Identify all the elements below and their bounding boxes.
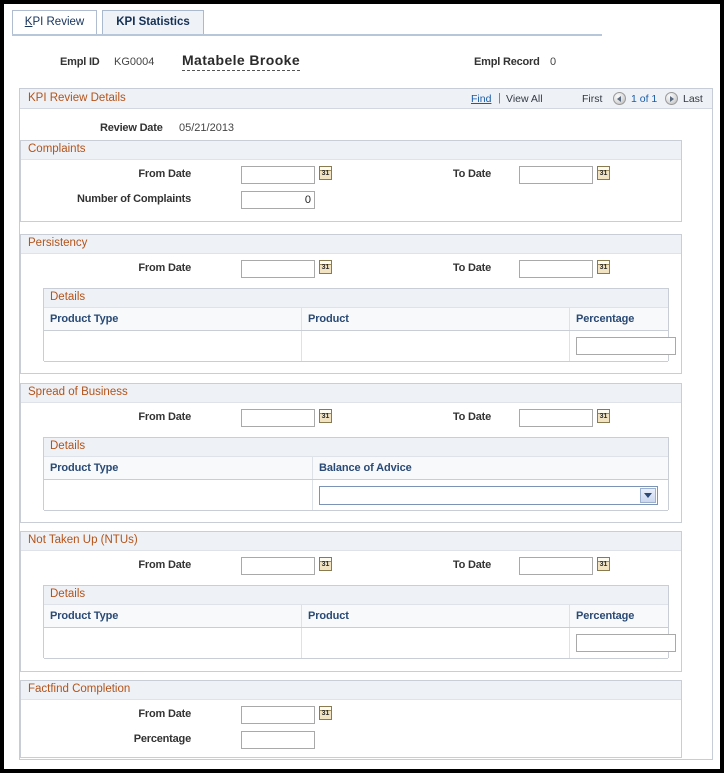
complaints-section <box>20 140 682 222</box>
factfind-from-date-input[interactable] <box>241 706 315 724</box>
ntu-section-title: Not Taken Up (NTUs) <box>28 534 138 546</box>
first-link[interactable]: First <box>582 93 603 105</box>
employee-name: Matabele Brooke <box>182 52 300 71</box>
spread-details-header <box>44 438 668 457</box>
empl-id-label: Empl ID <box>60 56 100 68</box>
tab-kpi-review-label: PI Review <box>32 16 85 28</box>
ntu-percentage-input[interactable] <box>576 634 676 652</box>
number-of-complaints-input[interactable] <box>241 191 315 209</box>
cell-product-type <box>44 331 302 362</box>
empl-record-value: 0 <box>550 56 557 68</box>
col-balance-of-advice: Balance of Advice <box>313 457 669 480</box>
number-of-complaints-label: Number of Complaints <box>77 193 191 205</box>
cell-percentage <box>570 628 669 659</box>
persistency-details-title: Details <box>50 291 86 303</box>
ntu-section <box>20 531 682 672</box>
spread-details-title: Details <box>50 440 86 452</box>
last-link[interactable]: Last <box>683 93 703 105</box>
persistency-section <box>20 234 682 374</box>
persistency-details-grid <box>43 288 669 361</box>
ntu-to-date-label: To Date <box>452 559 491 571</box>
circle-right-arrow-icon[interactable] <box>665 92 678 105</box>
review-date-label: Review Date <box>100 122 163 134</box>
complaints-section-header <box>21 141 681 160</box>
col-product-type: Product Type <box>44 605 302 628</box>
complaints-from-date-input[interactable] <box>241 166 315 184</box>
table-header-row <box>44 605 668 628</box>
view-all-link[interactable]: View All <box>506 93 543 105</box>
chevron-down-icon[interactable] <box>640 488 656 503</box>
ntu-to-date-input[interactable] <box>519 557 593 575</box>
persistency-percentage-input[interactable] <box>576 337 676 355</box>
complaints-to-date-input[interactable] <box>519 166 593 184</box>
table-header-row <box>44 308 668 331</box>
col-percentage: Percentage <box>570 308 669 331</box>
spread-of-business-section <box>20 383 682 523</box>
cell-percentage <box>570 331 669 362</box>
spread-from-date-input[interactable] <box>241 409 315 427</box>
spread-details-grid <box>43 437 669 510</box>
col-product: Product <box>302 308 570 331</box>
calendar-icon[interactable]: 31 <box>597 557 610 571</box>
empl-record-label: Empl Record <box>474 56 540 68</box>
tab-kpi-review-accel: K <box>24 16 33 28</box>
complaints-to-date-label: To Date <box>452 168 491 180</box>
calendar-icon[interactable]: 31 <box>319 557 332 571</box>
tab-kpi-statistics-label: KPI Statistics <box>116 16 190 28</box>
calendar-icon[interactable]: 31 <box>319 260 332 274</box>
calendar-icon[interactable]: 31 <box>319 166 332 180</box>
tab-kpi-review[interactable] <box>12 10 97 34</box>
persistency-details-header <box>44 289 668 308</box>
cell-product-type <box>44 628 302 659</box>
complaints-from-date-label: From Date <box>138 168 191 180</box>
spread-to-date-label: To Date <box>452 411 491 423</box>
tab-strip <box>12 10 602 36</box>
persistency-details-table <box>44 308 668 362</box>
review-date-value: 05/21/2013 <box>179 122 235 134</box>
persistency-from-date-label: From Date <box>138 262 191 274</box>
factfind-completion-section <box>20 680 682 758</box>
kpi-review-details-title: KPI Review Details <box>28 92 126 104</box>
empl-id-value: KG0004 <box>114 56 155 68</box>
col-product-type: Product Type <box>44 457 313 480</box>
factfind-percentage-input[interactable] <box>241 731 315 749</box>
spread-from-date-label: From Date <box>138 411 191 423</box>
spread-to-date-input[interactable] <box>519 409 593 427</box>
calendar-icon[interactable]: 31 <box>319 409 332 423</box>
calendar-icon[interactable]: 31 <box>597 409 610 423</box>
table-row <box>44 480 668 511</box>
cell-balance-of-advice <box>313 480 669 511</box>
ntu-details-title: Details <box>50 588 86 600</box>
spread-details-table <box>44 457 668 511</box>
circle-left-arrow-icon[interactable] <box>613 92 626 105</box>
ntu-details-grid <box>43 585 669 658</box>
find-link[interactable]: Find <box>471 93 492 105</box>
persistency-section-header <box>21 235 681 254</box>
persistency-from-date-input[interactable] <box>241 260 315 278</box>
factfind-from-date-label: From Date <box>138 708 191 720</box>
calendar-icon[interactable]: 31 <box>597 166 610 180</box>
persistency-to-date-label: To Date <box>452 262 491 274</box>
factfind-section-title: Factfind Completion <box>28 683 131 695</box>
tab-kpi-statistics[interactable] <box>102 10 204 34</box>
peoplesoft-page <box>4 4 720 769</box>
col-product: Product <box>302 605 570 628</box>
ntu-from-date-label: From Date <box>138 559 191 571</box>
col-product-type: Product Type <box>44 308 302 331</box>
cell-product-type <box>44 480 313 511</box>
calendar-icon[interactable]: 31 <box>597 260 610 274</box>
table-row <box>44 628 668 659</box>
complaints-section-title: Complaints <box>28 143 86 155</box>
balance-of-advice-dropdown[interactable] <box>319 486 658 505</box>
table-header-row <box>44 457 668 480</box>
persistency-to-date-input[interactable] <box>519 260 593 278</box>
calendar-icon[interactable]: 31 <box>319 706 332 720</box>
persistency-section-title: Persistency <box>28 237 88 249</box>
row-counter: 1 of 1 <box>631 93 658 105</box>
nav-separator: | <box>498 92 501 104</box>
ntu-details-table <box>44 605 668 659</box>
ntu-from-date-input[interactable] <box>241 557 315 575</box>
cell-product <box>302 628 570 659</box>
col-percentage: Percentage <box>570 605 669 628</box>
next-row-button[interactable] <box>665 92 678 105</box>
previous-row-button[interactable] <box>613 92 626 105</box>
cell-product <box>302 331 570 362</box>
spread-of-business-section-title: Spread of Business <box>28 386 128 398</box>
factfind-percentage-label: Percentage <box>133 733 191 745</box>
ntu-details-header <box>44 586 668 605</box>
table-row <box>44 331 668 362</box>
